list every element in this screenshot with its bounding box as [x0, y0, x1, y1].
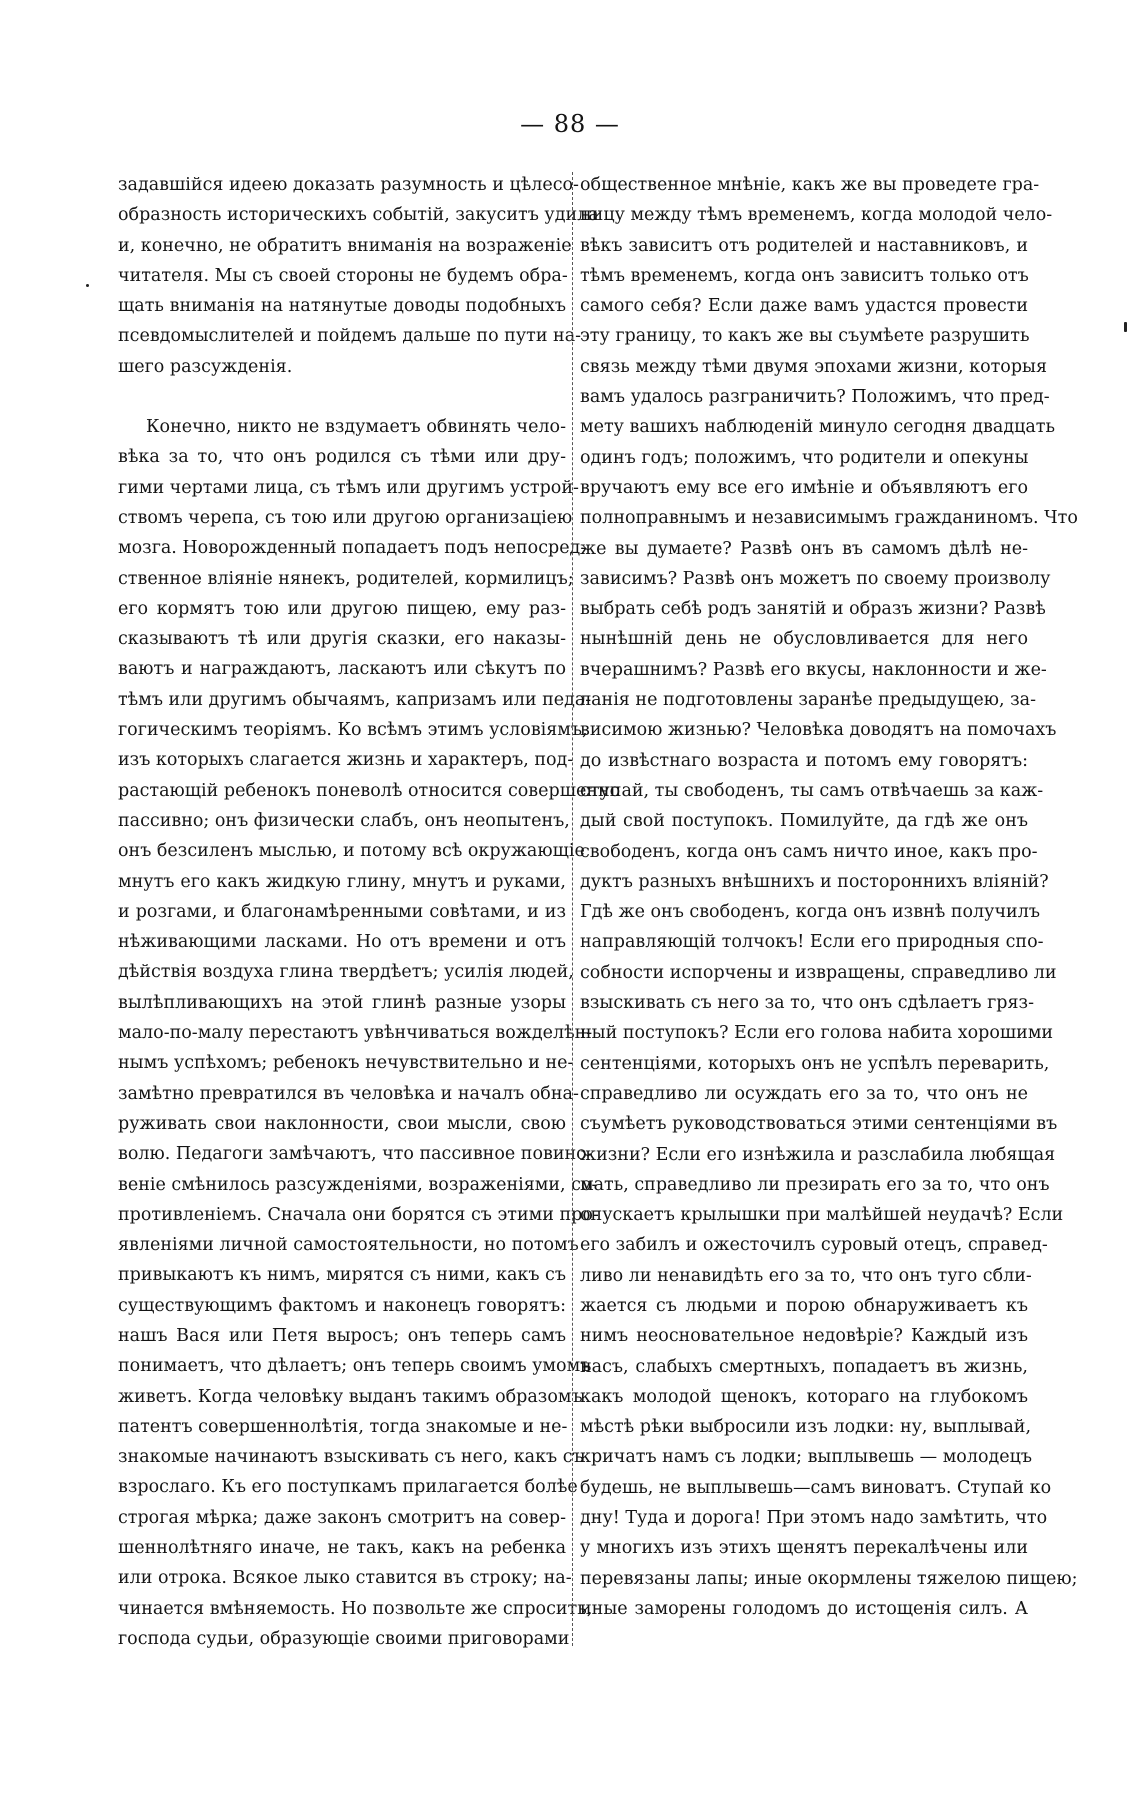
text-line: вѣкъ зависитъ отъ родителей и наставниковъ, и — [580, 235, 1028, 256]
text-line: нѣживающими ласками. Но отъ времени и отъ — [118, 932, 566, 953]
text-line: съумѣетъ руководствоваться этими сентенціями въ — [580, 1114, 1058, 1135]
text-line: у многихъ изъ этихъ щенятъ перекалѣчены или — [580, 1538, 1028, 1559]
text-line: тѣмъ временемъ, когда онъ зависитъ только отъ — [580, 265, 1029, 286]
text-line: растающій ребенокъ поневолѣ относится совершенно — [118, 780, 621, 801]
text-line: вручаютъ ему все его имѣніе и объявляютъ его — [580, 477, 1028, 498]
text-line: будешь, не выплывешь—самъ виноватъ. Ступай ко — [580, 1477, 1052, 1498]
text-line: опускаетъ крылышки при малѣйшей неудачѣ? Если — [580, 1205, 1064, 1226]
text-line: направляющій толчокъ! Если его природныя спо- — [580, 932, 1044, 953]
text-line: ствомъ черепа, съ тою или другою организаціею — [118, 507, 573, 528]
text-line: живетъ. Когда человѣку выданъ такимъ образомъ — [118, 1386, 583, 1407]
text-line: висимою жизнью? Человѣка доводятъ на помочахъ — [580, 720, 1057, 741]
page-number: — 88 — — [520, 110, 620, 138]
text-line: взрослаго. Къ его поступкамъ прилагается болѣе — [118, 1477, 578, 1498]
text-line: шеннолѣтняго иначе, не такъ, какъ на ребенка — [118, 1538, 566, 1559]
print-speck — [1124, 322, 1127, 332]
text-line: его кормятъ тою или другою пищею, ему раз- — [118, 598, 566, 619]
text-line: дну! Туда и дорога! При этомъ надо замѣтить, что — [580, 1508, 1048, 1529]
text-line: веніе смѣнилось разсужденіями, возраженіями, со- — [118, 1174, 598, 1195]
text-line: онъ безсиленъ мыслью, и потому всѣ окружающіе — [118, 841, 585, 862]
column-divider — [572, 172, 573, 1646]
text-line: существующимъ фактомъ и наконецъ говорятъ: — [118, 1295, 566, 1316]
text-line: вѣка за то, что онъ родился съ тѣми или дру- — [118, 447, 566, 468]
text-line: дый свой поступокъ. Помилуйте, да гдѣ же онъ — [580, 811, 1028, 832]
text-line: кричатъ намъ съ лодки; выплывешь — молодецъ — [580, 1447, 1033, 1468]
text-line: вылѣпливающихъ на этой глинѣ разные узоры — [118, 992, 566, 1013]
text-line: мозга. Новорожденный попадаетъ подъ непосред- — [118, 538, 587, 559]
text-line: замѣтно превратился въ человѣка и началъ обна- — [118, 1083, 579, 1104]
text-line: полноправнымъ и независимымъ гражданиномъ. Что — [580, 508, 1078, 529]
text-line: выбрать себѣ родъ занятій и образъ жизни? Развѣ — [580, 599, 1046, 620]
text-line: волю. Педагоги замѣчаютъ, что пассивное повино- — [118, 1144, 593, 1165]
text-line: щать вниманія на натянутые доводы подобныхъ — [118, 296, 566, 317]
text-line: взыскивать съ него за то, что онъ сдѣлаетъ гряз- — [580, 993, 1034, 1014]
text-line: чинается вмѣняемость. Но позвольте же спросить, — [118, 1598, 593, 1619]
text-line: тѣмъ или другимъ обычаямъ, капризамъ или педа- — [118, 689, 592, 710]
text-line: изъ которыхъ слагается жизнь и характеръ, под- — [118, 750, 574, 771]
text-line: гогическимъ теоріямъ. Ко всѣмъ этимъ условіямъ, — [118, 720, 588, 741]
text-line: эту границу, то какъ же вы съумѣете разрушить — [580, 326, 1030, 347]
text-line: мало-по-малу перестаютъ увѣнчиваться вожделѣн- — [118, 1023, 593, 1044]
text-line: дѣйствія воздуха глина твердѣетъ; усилія людей, — [118, 962, 574, 983]
text-line: насъ, слабыхъ смертныхъ, попадаетъ въ жизнь, — [580, 1356, 1028, 1377]
text-line: пассивно; онъ физически слабъ, онъ неопытенъ, — [118, 810, 570, 831]
text-line: ный поступокъ? Если его голова набита хорошими — [580, 1023, 1054, 1044]
text-line: же вы думаете? Развѣ онъ въ самомъ дѣлѣ не- — [580, 538, 1028, 559]
text-line: задавшійся идеею доказать разумность и цѣлесо- — [118, 175, 579, 195]
text-line: или отрока. Всякое лыко ставится въ строку; на- — [118, 1568, 572, 1589]
text-line: господа судьи, образующіе своими приговорами — [118, 1628, 570, 1649]
text-line: свободенъ, когда онъ самъ ничто иное, какъ про- — [580, 841, 1038, 862]
text-line: мать, справедливо ли презирать его за то, что онъ — [580, 1174, 1050, 1195]
text-line: Конечно, никто не вздумаетъ обвинять чело- — [146, 417, 566, 438]
text-line: какъ молодой щенокъ, котораго на глубокомъ — [580, 1386, 1028, 1407]
left-column — [118, 170, 621, 1658]
text-line: связь между тѣми двумя эпохами жизни, которыя — [580, 356, 1048, 377]
text-line: сказываютъ тѣ или другія сказки, его наказы- — [118, 629, 566, 650]
text-line: ственное вліяніе нянекъ, родителей, кормилицъ; — [118, 568, 574, 589]
text-line: одинъ годъ; положимъ, что родители и опекуны — [580, 447, 1029, 468]
text-line: мѣстѣ рѣки выбросили изъ лодки: ну, выплывай, — [580, 1417, 1032, 1438]
text-line: понимаетъ, что дѣлаетъ; онъ теперь своимъ умомъ — [118, 1356, 592, 1377]
text-line: руживать свои наклонности, свои мысли, свою — [118, 1113, 566, 1134]
text-line: гими чертами лица, съ тѣмъ или другимъ устрой- — [118, 477, 579, 498]
text-line: жизни? Если его изнѣжила и разслабила любящая — [580, 1144, 1056, 1165]
text-line: собности испорчены и извращены, справедливо ли — [580, 962, 1057, 983]
text-line: общественное мнѣніе, какъ же вы проведете гра- — [580, 175, 1040, 195]
paragraph-gap — [118, 382, 566, 412]
text-line: нашъ Вася или Петя выросъ; онъ теперь самъ — [118, 1325, 566, 1346]
text-line: вамъ удалось разграничить? Положимъ, что пред- — [580, 387, 1050, 408]
text-line: Гдѣ же онъ свободенъ, когда онъ извнѣ получилъ — [580, 902, 1040, 923]
text-line: справедливо ли осуждать его за то, что онъ не — [580, 1083, 1028, 1104]
text-line: знакомые начинаютъ взыскивать съ него, какъ съ — [118, 1447, 584, 1468]
text-line: читателя. Мы съ своей стороны не будемъ обра- — [118, 265, 568, 286]
text-line: мнутъ его какъ жидкую глину, мнутъ и руками, — [118, 871, 566, 892]
text-line: ливо ли ненавидѣть его за то, что онъ туго сбли- — [580, 1265, 1032, 1286]
text-line: перевязаны лапы; иные окормлены тяжелою пищею; — [580, 1568, 1078, 1589]
text-line: образность историческихъ событій, закуситъ удила — [118, 205, 599, 226]
text-line: вчерашнимъ? Развѣ его вкусы, наклонности и же- — [580, 659, 1047, 680]
text-line: самого себя? Если даже вамъ удастся провести — [580, 296, 1028, 317]
text-line: псевдомыслителей и пойдемъ дальше по пути на- — [118, 326, 582, 347]
text-line: и, конечно, не обратитъ вниманія на возраженіе — [118, 235, 572, 256]
text-line: противленіемъ. Сначала они борятся съ этими про- — [118, 1204, 599, 1225]
text-line: сентенціями, которыхъ онъ не успѣлъ переварить, — [580, 1053, 1050, 1074]
text-line: зависимъ? Развѣ онъ можетъ по своему произволу — [580, 568, 1051, 589]
text-line: привыкаютъ къ нимъ, мирятся съ ними, какъ съ — [118, 1265, 566, 1286]
text-line: и розгами, и благонамѣренными совѣтами, и из — [118, 901, 566, 922]
text-line: нынѣшній день не обусловливается для него — [580, 629, 1028, 650]
print-speck — [86, 284, 89, 287]
text-line: его забилъ и ожесточилъ суровый отецъ, справед- — [580, 1235, 1048, 1256]
text-line: ступай, ты свободенъ, ты самъ отвѣчаешь за каж- — [580, 780, 1044, 801]
text-line: мету вашихъ наблюденій минуло сегодня двадцать — [580, 417, 1055, 438]
text-line: ланія не подготовлены заранѣе предыдущею, за- — [580, 690, 1036, 711]
right-column — [580, 170, 1078, 1658]
text-line: до извѣстнаго возраста и потомъ ему говорятъ: — [580, 750, 1028, 771]
text-line: нымъ успѣхомъ; ребенокъ нечувствительно и не- — [118, 1053, 574, 1074]
text-line: шего разсужденія. — [118, 356, 293, 377]
text-line: ницу между тѣмъ временемъ, когда молодой чело- — [580, 205, 1053, 226]
text-line: дуктъ разныхъ внѣшнихъ и постороннихъ вліяній? — [580, 871, 1049, 892]
text-line: нимъ неосновательное недовѣріе? Каждый изъ — [580, 1326, 1028, 1347]
text-line: явленіями личной самостоятельности, но потомъ — [118, 1235, 579, 1256]
text-line: ваютъ и награждаютъ, ласкаютъ или сѣкутъ по — [118, 659, 566, 680]
text-line: иные заморены голодомъ до истощенія силъ. А — [580, 1598, 1028, 1619]
text-line: жается съ людьми и порою обнаруживаетъ къ — [580, 1295, 1028, 1316]
text-line: строгая мѣрка; даже законъ смотритъ на совер- — [118, 1507, 566, 1528]
text-line: патентъ совершеннолѣтія, тогда знакомые и не- — [118, 1416, 568, 1437]
